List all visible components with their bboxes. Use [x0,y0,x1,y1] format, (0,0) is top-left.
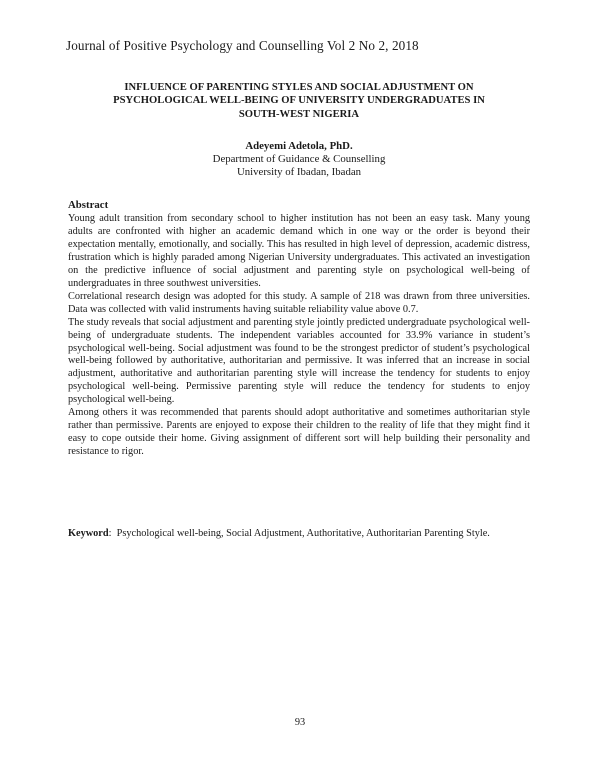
keywords-separator: : [108,528,112,539]
article-title: INFLUENCE OF PARENTING STYLES AND SOCIAL ADJUSTMENT ON PSYCHOLOGICAL WELL-BEING OF UNIVERSITY UNDERGRADUATES IN SOUTH-WEST NIGERIA [113,82,485,120]
author-institution: University of Ibadan, Ibadan [236,166,362,178]
abstract-heading: Abstract [68,199,109,211]
abstract-paragraph: Young adult transition from secondary school to higher institution has not been an easy task. Many young adults are confronted with higher an academic demand which in one way or the order is beyond their expectation mentally, emotionally, and socially. This has resulted in high level of depression, academic distress, frustration which is highly paraded among Nigerian University undergraduates. This activated an investigation on the predictive influence of social adjustment and parenting style on psychological well-being of undergraduates in three southwest universities. [68,213,530,289]
abstract-paragraph: Among others it was recommended that parents should adopt authoritative and sometimes authoritarian style rather than permissive. Parents are enjoyed to expose their children to the reality of life that they might find it easy to cope outside their home. Giving assignment of different sort will help building their personality and resistance to rigor. [68,407,530,458]
keywords [68,527,530,540]
abstract-paragraph: The study reveals that social adjustment and parenting style jointly predicted undergraduate psychological well-being of undergraduate students. The independent variables accounted for 33.9% variance in student’s psychological well-being. Social adjustment was found to be the strongest predictor of student’s psychological well-being followed by authoritative, authoritarian and permissive. It was inferred that an increase in social adjustment, authoritative and authoritarian parenting style will increase the tendency for students to enjoy psychological well-being. Permissive parenting style will reduce the tendency for students to enjoy psychological well-being. [68,316,530,406]
keywords-text: Psychological well-being, Social Adjustment, Authoritative, Authoritarian Parenting Style. [116,528,490,539]
author-block [66,140,532,179]
keywords-label: Keyword [68,528,109,539]
running-head: Journal of Positive Psychology and Counselling Vol 2 No 2, 2018 [66,38,419,53]
author-department: Department of Guidance & Counselling [212,153,386,165]
abstract-body [68,213,530,459]
abstract-paragraph: Correlational research design was adopted for this study. A sample of 218 was drawn from three universities. Data was collected with valid instruments having suitable reliability value above 0.7. [68,290,530,315]
page-number: 93 [294,717,306,728]
author-name: Adeyemi Adetola, PhD. [245,140,353,152]
